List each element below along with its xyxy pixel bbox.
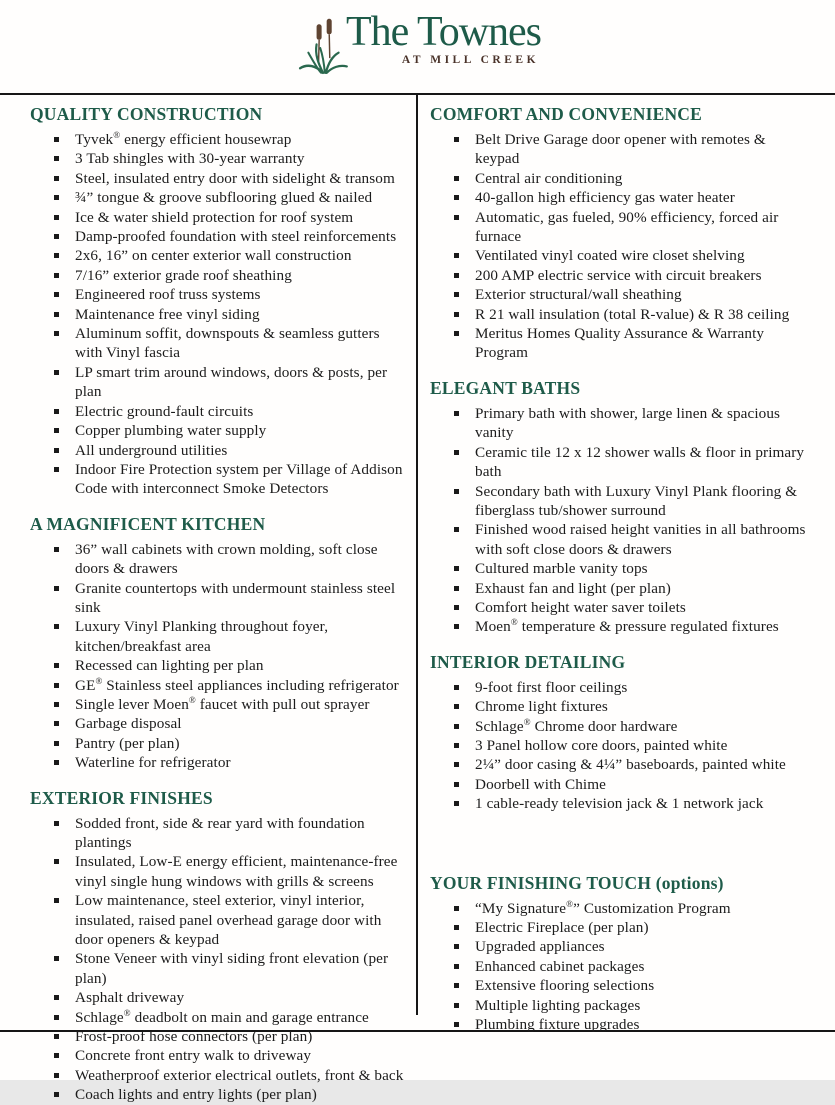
feature-item-text: Granite countertops with undermount stainless steel sink bbox=[75, 579, 396, 616]
right-column bbox=[430, 95, 808, 1034]
square-bullet-icon bbox=[454, 1022, 459, 1027]
square-bullet-icon bbox=[454, 685, 459, 690]
square-bullet-icon bbox=[54, 428, 59, 433]
logo bbox=[0, 8, 835, 88]
square-bullet-icon bbox=[54, 1073, 59, 1078]
feature-item bbox=[30, 208, 408, 227]
feature-item-text: Indoor Fire Protection system per Village of Addison Code with interconnect Smoke Detectors bbox=[75, 460, 403, 498]
feature-item bbox=[430, 617, 808, 636]
feature-item bbox=[430, 899, 808, 918]
feature-item-text: Chrome light fixtures bbox=[475, 698, 608, 716]
feature-item-text: Recessed can lighting per plan bbox=[75, 657, 264, 675]
square-bullet-icon bbox=[54, 253, 59, 258]
square-bullet-icon bbox=[54, 448, 59, 453]
feature-list bbox=[30, 540, 408, 773]
feature-item-text: Aluminum soffit, downspouts & seamless gutters with Vinyl fascia bbox=[75, 325, 380, 362]
feature-item-text: Garbage disposal bbox=[75, 715, 182, 733]
square-bullet-icon bbox=[454, 253, 459, 258]
feature-item-text: 1 cable-ready television jack & 1 network jack bbox=[475, 795, 764, 813]
feature-item bbox=[430, 169, 808, 188]
feature-item-text: Frost-proof hose connectors (per plan) bbox=[75, 1028, 313, 1046]
feature-item-text: Damp-proofed foundation with steel reinforcements bbox=[75, 228, 397, 246]
feature-item-text: LP smart trim around windows, doors & posts, per plan bbox=[75, 363, 388, 401]
feature-list bbox=[30, 814, 408, 1105]
square-bullet-icon bbox=[54, 956, 59, 961]
column-divider bbox=[416, 95, 418, 1015]
square-bullet-icon bbox=[454, 1003, 459, 1008]
feature-item bbox=[430, 775, 808, 794]
feature-item-text: Secondary bath with Luxury Vinyl Plank flooring & fiberglass tub/shower surround bbox=[475, 482, 798, 519]
feature-item-text: Ceramic tile 12 x 12 shower walls & floor in primary bath bbox=[475, 443, 805, 481]
square-bullet-icon bbox=[54, 273, 59, 278]
feature-item bbox=[30, 1046, 408, 1065]
square-bullet-icon bbox=[54, 898, 59, 903]
feature-section bbox=[430, 872, 808, 1035]
feature-item bbox=[30, 460, 408, 499]
square-bullet-icon bbox=[54, 409, 59, 414]
feature-item bbox=[30, 402, 408, 421]
feature-item-text: Coach lights and entry lights (per plan) bbox=[75, 1086, 317, 1104]
square-bullet-icon bbox=[54, 624, 59, 629]
square-bullet-icon bbox=[454, 586, 459, 591]
feature-list bbox=[430, 678, 808, 814]
feature-item-text: Meritus Homes Quality Assurance & Warranty Program bbox=[475, 325, 765, 362]
square-bullet-icon bbox=[54, 1034, 59, 1039]
feature-item-text: 3 Panel hollow core doors, painted white bbox=[475, 736, 728, 754]
feature-item bbox=[430, 717, 808, 736]
feature-item bbox=[430, 579, 808, 598]
feature-item-text: 9-foot first floor ceilings bbox=[475, 678, 628, 696]
feature-item-text: Electric ground-fault circuits bbox=[75, 402, 254, 420]
square-bullet-icon bbox=[454, 527, 459, 532]
feature-item-text: 7/16” exterior grade roof sheathing bbox=[75, 266, 292, 284]
feature-item-text: Electric Fireplace (per plan) bbox=[475, 919, 649, 936]
feature-item bbox=[430, 736, 808, 755]
square-bullet-icon bbox=[54, 137, 59, 142]
feature-item-text: Sodded front, side & rear yard with foundation plantings bbox=[75, 814, 365, 851]
feature-item-text: R 21 wall insulation (total R-value) & R 38 ceiling bbox=[475, 305, 790, 323]
feature-item-text: Ice & water shield protection for roof system bbox=[75, 208, 354, 226]
square-bullet-icon bbox=[454, 176, 459, 181]
feature-item-text: Insulated, Low-E energy efficient, maintenance-free vinyl single hung windows with grills & screens bbox=[75, 853, 398, 890]
square-bullet-icon bbox=[54, 156, 59, 161]
square-bullet-icon bbox=[454, 944, 459, 949]
square-bullet-icon bbox=[454, 925, 459, 930]
square-bullet-icon bbox=[454, 782, 459, 787]
feature-item bbox=[30, 714, 408, 733]
square-bullet-icon bbox=[454, 137, 459, 142]
feature-item bbox=[30, 227, 408, 246]
feature-item bbox=[430, 130, 808, 169]
feature-item-text: Extensive flooring selections bbox=[475, 977, 655, 995]
square-bullet-icon bbox=[54, 663, 59, 668]
feature-item bbox=[430, 996, 808, 1015]
feature-item bbox=[430, 957, 808, 976]
square-bullet-icon bbox=[454, 450, 459, 455]
feature-item-text: All underground utilities bbox=[75, 441, 228, 459]
square-bullet-icon bbox=[454, 292, 459, 297]
square-bullet-icon bbox=[54, 547, 59, 552]
feature-section bbox=[30, 787, 408, 1105]
section-heading: EXTERIOR FINISHES bbox=[30, 787, 213, 808]
square-bullet-icon bbox=[454, 566, 459, 571]
feature-item bbox=[430, 482, 808, 521]
section-heading: YOUR FINISHING TOUCH (options) bbox=[430, 872, 724, 893]
feature-item bbox=[30, 305, 408, 324]
feature-item bbox=[430, 188, 808, 207]
feature-section bbox=[30, 513, 408, 773]
feature-item bbox=[430, 794, 808, 813]
feature-section bbox=[430, 377, 808, 637]
feature-item-text: Moen® temperature & pressure regulated fixtures bbox=[475, 617, 779, 636]
feature-item bbox=[430, 1015, 808, 1034]
feature-item-text: Concrete front entry walk to driveway bbox=[75, 1047, 312, 1065]
feature-item bbox=[30, 949, 408, 988]
feature-item-text: Comfort height water saver toilets bbox=[475, 598, 686, 616]
square-bullet-icon bbox=[54, 234, 59, 239]
feature-item bbox=[30, 695, 408, 714]
square-bullet-icon bbox=[54, 821, 59, 826]
square-bullet-icon bbox=[54, 312, 59, 317]
square-bullet-icon bbox=[454, 724, 459, 729]
feature-list bbox=[430, 130, 808, 363]
feature-item-text: 200 AMP electric service with circuit breakers bbox=[475, 266, 762, 284]
feature-item bbox=[30, 1027, 408, 1046]
feature-item-text: Stone Veneer with vinyl siding front elevation (per plan) bbox=[75, 950, 389, 987]
section-heading: A MAGNIFICENT KITCHEN bbox=[30, 513, 266, 534]
square-bullet-icon bbox=[54, 1092, 59, 1097]
feature-item bbox=[30, 753, 408, 772]
feature-item bbox=[30, 656, 408, 675]
feature-item bbox=[430, 208, 808, 247]
feature-item-text: Enhanced cabinet packages bbox=[475, 957, 645, 975]
feature-item bbox=[430, 324, 808, 363]
feature-section bbox=[430, 103, 808, 363]
feature-item bbox=[30, 169, 408, 188]
feature-item bbox=[430, 678, 808, 697]
feature-item-text: 40-gallon high efficiency gas water heater bbox=[475, 189, 735, 207]
feature-item-text: Asphalt driveway bbox=[75, 989, 185, 1007]
feature-item-text: GE® Stainless steel appliances including refrigerator bbox=[75, 675, 399, 694]
feature-item bbox=[430, 559, 808, 578]
feature-item bbox=[30, 676, 408, 695]
feature-item bbox=[30, 540, 408, 579]
feature-item bbox=[30, 617, 408, 656]
feature-item bbox=[430, 443, 808, 482]
feature-item bbox=[30, 814, 408, 853]
feature-item bbox=[430, 266, 808, 285]
section-heading: QUALITY CONSTRUCTION bbox=[30, 104, 263, 124]
square-bullet-icon bbox=[54, 995, 59, 1000]
square-bullet-icon bbox=[454, 273, 459, 278]
feature-item-text: 2x6, 16” on center exterior wall construction bbox=[75, 247, 352, 265]
square-bullet-icon bbox=[54, 370, 59, 375]
square-bullet-icon bbox=[54, 760, 59, 765]
feature-item bbox=[30, 266, 408, 285]
square-bullet-icon bbox=[54, 702, 59, 707]
feature-item-text: Finished wood raised height vanities in all bathrooms with soft close doors & drawers bbox=[475, 521, 806, 558]
feature-item-text: Exhaust fan and light (per plan) bbox=[475, 579, 671, 597]
feature-item-text: Copper plumbing water supply bbox=[75, 422, 267, 440]
left-column bbox=[30, 95, 408, 1105]
feature-item bbox=[430, 976, 808, 995]
feature-item bbox=[30, 421, 408, 440]
feature-item-text: Luxury Vinyl Planking throughout foyer, kitchen/breakfast area bbox=[75, 618, 329, 655]
square-bullet-icon bbox=[454, 983, 459, 988]
feature-item-text: Pantry (per plan) bbox=[75, 734, 180, 752]
feature-item bbox=[30, 734, 408, 753]
square-bullet-icon bbox=[54, 331, 59, 336]
feature-list bbox=[430, 404, 808, 637]
feature-item-text: 3 Tab shingles with 30-year warranty bbox=[75, 150, 305, 168]
logo-title: The Townes bbox=[345, 9, 542, 55]
feature-item bbox=[30, 579, 408, 618]
feature-item bbox=[430, 305, 808, 324]
square-bullet-icon bbox=[54, 215, 59, 220]
section-heading: INTERIOR DETAILING bbox=[430, 651, 626, 672]
square-bullet-icon bbox=[54, 292, 59, 297]
feature-item-text: Schlage® deadbolt on main and garage entrance bbox=[75, 1007, 369, 1026]
feature-item-text: Engineered roof truss systems bbox=[75, 286, 261, 304]
square-bullet-icon bbox=[454, 215, 459, 220]
section-heading: COMFORT AND CONVENIENCE bbox=[430, 104, 703, 124]
feature-item-text: Plumbing fixture upgrades bbox=[475, 1016, 640, 1034]
feature-item-text: Single lever Moen® faucet with pull out sprayer bbox=[75, 694, 370, 713]
feature-item-text: 2¼” door casing & 4¼” baseboards, painted white bbox=[475, 756, 786, 774]
feature-item bbox=[430, 404, 808, 443]
feature-item bbox=[30, 246, 408, 265]
feature-item bbox=[30, 1008, 408, 1027]
feature-item bbox=[30, 130, 408, 149]
square-bullet-icon bbox=[454, 605, 459, 610]
feature-item bbox=[430, 520, 808, 559]
square-bullet-icon bbox=[54, 859, 59, 864]
square-bullet-icon bbox=[454, 312, 459, 317]
feature-item bbox=[430, 246, 808, 265]
feature-item-text: Doorbell with Chime bbox=[475, 775, 606, 793]
feature-item-text: Primary bath with shower, large linen & spacious vanity bbox=[475, 404, 781, 442]
feature-item-text: Tyvek® energy efficient housewrap bbox=[75, 129, 292, 148]
square-bullet-icon bbox=[454, 906, 459, 911]
square-bullet-icon bbox=[454, 762, 459, 767]
square-bullet-icon bbox=[54, 195, 59, 200]
cattails-icon bbox=[294, 16, 352, 82]
square-bullet-icon bbox=[54, 1015, 59, 1020]
square-bullet-icon bbox=[454, 964, 459, 969]
feature-item-text: Ventilated vinyl coated wire closet shelving bbox=[475, 247, 745, 265]
feature-item bbox=[430, 285, 808, 304]
feature-item bbox=[30, 1085, 408, 1104]
feature-item bbox=[30, 324, 408, 363]
feature-item bbox=[430, 937, 808, 956]
square-bullet-icon bbox=[54, 467, 59, 472]
feature-item bbox=[30, 441, 408, 460]
square-bullet-icon bbox=[54, 683, 59, 688]
feature-item-text: Cultured marble vanity tops bbox=[475, 560, 648, 578]
feature-item bbox=[30, 1066, 408, 1085]
feature-item bbox=[30, 988, 408, 1007]
square-bullet-icon bbox=[54, 1053, 59, 1058]
section-heading: ELEGANT BATHS bbox=[430, 377, 581, 398]
feature-item-text: Exterior structural/wall sheathing bbox=[475, 286, 682, 304]
feature-item-text: Weatherproof exterior electrical outlets, front & back bbox=[75, 1066, 404, 1084]
feature-item-text: Low maintenance, steel exterior, vinyl interior, insulated, raised panel overhead garage door with door openers & keypad bbox=[75, 892, 382, 949]
feature-item bbox=[430, 697, 808, 716]
feature-item-text: Central air conditioning bbox=[475, 169, 623, 187]
feature-list bbox=[430, 899, 808, 1035]
feature-item bbox=[30, 188, 408, 207]
feature-item-text: Upgraded appliances bbox=[475, 938, 605, 956]
feature-item bbox=[430, 918, 808, 937]
feature-item-text: Maintenance free vinyl siding bbox=[75, 305, 260, 323]
feature-item bbox=[30, 149, 408, 168]
square-bullet-icon bbox=[454, 195, 459, 200]
feature-list bbox=[30, 130, 408, 499]
feature-item bbox=[430, 755, 808, 774]
feature-item bbox=[30, 891, 408, 949]
feature-item bbox=[30, 363, 408, 402]
square-bullet-icon bbox=[454, 331, 459, 336]
feature-item-text: Schlage® Chrome door hardware bbox=[475, 716, 678, 735]
feature-item-text: Steel, insulated entry door with sidelight & transom bbox=[75, 169, 395, 187]
square-bullet-icon bbox=[454, 801, 459, 806]
feature-item-text: “My Signature®” Customization Program bbox=[475, 898, 731, 917]
square-bullet-icon bbox=[54, 741, 59, 746]
feature-item-text: Belt Drive Garage door opener with remotes & keypad bbox=[475, 131, 766, 168]
square-bullet-icon bbox=[54, 721, 59, 726]
feature-item bbox=[30, 852, 408, 891]
feature-section bbox=[430, 651, 808, 814]
square-bullet-icon bbox=[454, 624, 459, 629]
feature-item-text: Automatic, gas fueled, 90% efficiency, forced air furnace bbox=[475, 208, 779, 246]
feature-item-text: Waterline for refrigerator bbox=[75, 754, 231, 772]
square-bullet-icon bbox=[454, 489, 459, 494]
square-bullet-icon bbox=[454, 743, 459, 748]
square-bullet-icon bbox=[454, 704, 459, 709]
logo-subtitle: AT MILL CREEK bbox=[401, 54, 540, 67]
feature-item-text: Multiple lighting packages bbox=[475, 996, 641, 1014]
square-bullet-icon bbox=[54, 176, 59, 181]
square-bullet-icon bbox=[54, 586, 59, 591]
square-bullet-icon bbox=[454, 411, 459, 416]
feature-item bbox=[30, 285, 408, 304]
feature-item-text: 36” wall cabinets with crown molding, soft close doors & drawers bbox=[75, 540, 378, 578]
feature-item bbox=[430, 598, 808, 617]
feature-section bbox=[30, 103, 408, 499]
feature-item-text: ¾” tongue & groove subflooring glued & nailed bbox=[75, 189, 373, 207]
